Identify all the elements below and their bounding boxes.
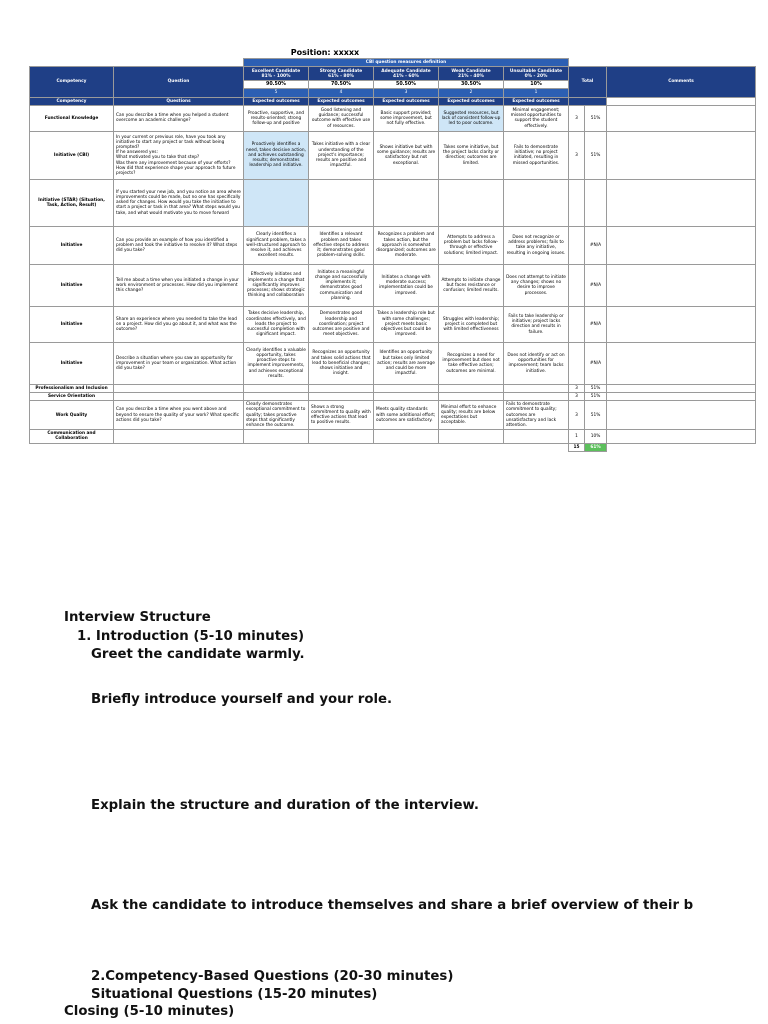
- answer-cell: Effectively initiates and implements a change that significantly improves processes; shows strategic thinking and collaboration: [244, 264, 309, 306]
- answer-cell-selected: [244, 179, 309, 226]
- table-row: [30, 105, 756, 131]
- competency-cell: Initiative: [30, 264, 114, 306]
- answer-cell: Recognizes a problem and takes action, but the approach is somewhat disorganized; outcomes are moderate.: [374, 226, 439, 264]
- answer-cell: Attempts to initiate change but faces resistance or confusion; limited results.: [439, 264, 504, 306]
- expected-outcomes-label: Expected outcomes: [504, 97, 569, 105]
- table-row: [30, 401, 756, 430]
- competency-cell: Functional Knowledge: [30, 105, 114, 131]
- outline-item-competency: 2.Competency-Based Questions (20-30 minutes): [91, 969, 454, 984]
- competency-cell: Initiative: [30, 342, 114, 384]
- answer-cell: Shows a strong commitment to quality with effective actions that lead to positive results.: [309, 401, 374, 430]
- score-cell: [569, 179, 585, 226]
- question-cell: Can you describe a time when you went above and beyond to ensure the quality of your work? What specific actions did you take?: [114, 401, 244, 430]
- level-range: 0% - 20%: [524, 73, 548, 79]
- answer-cell: Does not identify or act on opportunities for improvement; team lacks initiative.: [504, 342, 569, 384]
- level-percent: 10%: [504, 81, 569, 89]
- question-cell: Can you provide an example of how you identified a problem and took the initiative to resolve it? What steps did you take?: [114, 226, 244, 264]
- percent-cell: #N/A: [585, 226, 607, 264]
- question-cell: Share an experience where you needed to take the lead on a project. How did you go about it, and what was the outcome?: [114, 306, 244, 342]
- total-score: 15: [569, 443, 585, 451]
- answer-cell: Demonstrates good leadership and coordination; project outcomes are positive and meet objectives.: [309, 306, 374, 342]
- level-range: 21% - 40%: [458, 73, 484, 79]
- answer-cell: Fails to demonstrate commitment to quality; outcomes are unsatisfactory and lack attention.: [504, 401, 569, 430]
- level-range: 41% - 60%: [393, 73, 419, 79]
- comment-cell[interactable]: [607, 342, 756, 384]
- expected-outcomes-label: Expected outcomes: [374, 97, 439, 105]
- question-cell: Tell me about a time when you initiated a change in your work environment or processes. How did you implement this change?: [114, 264, 244, 306]
- question-cell: Can you describe a time when you helped a student overcome an academic challenge?: [114, 105, 244, 131]
- level-range: 61% - 80%: [328, 73, 354, 79]
- percent-cell: 51%: [585, 384, 607, 392]
- level-score: 5: [244, 89, 309, 97]
- comment-cell[interactable]: [607, 393, 756, 401]
- competency-cell: Initiative: [30, 306, 114, 342]
- table-row: [30, 306, 756, 342]
- answer-cell: [439, 179, 504, 226]
- answer-cell: Takes a leadership role but with some challenges; project meets basic objectives but could be improved.: [374, 306, 439, 342]
- outline-line: Closing (5-10 minutes): [64, 1004, 235, 1019]
- comment-cell[interactable]: [607, 401, 756, 430]
- subheader-questions: Questions: [114, 97, 244, 105]
- answer-cell: Clearly demonstrates exceptional commitment to quality; takes proactive steps that significantly enhance the outcome.: [244, 401, 309, 430]
- comment-cell[interactable]: [607, 131, 756, 179]
- percent-cell: #N/A: [585, 306, 607, 342]
- header-competency: Competency: [30, 67, 114, 97]
- table-row: [30, 226, 756, 264]
- table-row: [30, 179, 756, 226]
- level-name: Unsuitable Candidate: [509, 68, 563, 74]
- comment-cell[interactable]: [607, 179, 756, 226]
- outline-line: Ask the candidate to introduce themselves and share a brief overview of their b: [91, 898, 694, 913]
- answer-cell: Basic support provided; some improvement, but not fully effective.: [374, 105, 439, 131]
- answer-cell: [374, 179, 439, 226]
- outline-line: Greet the candidate warmly.: [91, 647, 305, 662]
- answer-cell: Fails to demonstrate initiative; no project initiated, resulting in missed opportunities.: [504, 131, 569, 179]
- question-cell: In your current or previous role, have you took any initiative to start any project or task without being prompted? If he answered yes: What motivated you to take that step? Was there any improvement because of your efforts? How did that experience shape your approach to future projects?: [114, 131, 244, 179]
- level-percent: 90.50%: [244, 81, 309, 89]
- answer-cell: Minimal effort to enhance quality; results are below expectations but acceptable.: [439, 401, 504, 430]
- outline-heading: Interview Structure: [64, 610, 211, 625]
- score-cell: 3: [569, 393, 585, 401]
- percent-cell: [585, 179, 607, 226]
- table-row: [30, 264, 756, 306]
- level-name: Weak Candidate: [451, 68, 491, 74]
- competency-cell: Communication and Collaboration: [30, 430, 114, 443]
- answer-cell: Proactive, supportive, and results-oriented; strong follow-up and positive: [244, 105, 309, 131]
- answer-cell: Identifies an opportunity but takes only limited action; results are average and could be more impactful.: [374, 342, 439, 384]
- comment-cell[interactable]: [607, 306, 756, 342]
- competency-cell: Initiative (STAR) (Situation, Task, Action, Result): [30, 179, 114, 226]
- answer-cell: Recognizes a need for improvement but does not take effective action; outcomes are minimal.: [439, 342, 504, 384]
- level-strong-head: [309, 67, 374, 81]
- level-percent: 70.50%: [309, 81, 374, 89]
- comment-cell[interactable]: [607, 430, 756, 443]
- score-cell: 3: [569, 105, 585, 131]
- answer-cell: Good listening and guidance; successful outcome with effective use of resources.: [309, 105, 374, 131]
- answer-cell: Struggles with leadership; project is completed but with limited effectiveness: [439, 306, 504, 342]
- competency-cell: Initiative: [30, 226, 114, 264]
- score-cell: 3: [569, 401, 585, 430]
- outline-item-introduction: 1. Introduction (5-10 minutes): [77, 629, 305, 644]
- answer-cell: Initiates a meaningful change and successfully implements it; demonstrates good communication and planning.: [309, 264, 374, 306]
- answer-cell-selected: Proactively identifies a need, takes decisive action, and achieves outstanding results; demonstrates leadership and initiative.: [244, 131, 309, 179]
- level-unsuitable-head: [504, 67, 569, 81]
- position-title: Position: xxxxx: [290, 48, 360, 57]
- level-name: Excellent Candidate: [251, 68, 301, 74]
- level-score: 1: [504, 89, 569, 97]
- level-range: 81% - 100%: [261, 73, 291, 79]
- answer-cell: Meets quality standards with some additional effort; outcomes are satisfactory.: [374, 401, 439, 430]
- table-row: [30, 430, 756, 443]
- answer-cell: Fails to take leadership or initiative; project lacks direction and results in failure.: [504, 306, 569, 342]
- score-cell: [569, 306, 585, 342]
- expected-outcomes-label: Expected outcomes: [244, 97, 309, 105]
- table-row: [30, 342, 756, 384]
- comment-cell[interactable]: [607, 264, 756, 306]
- level-score: 4: [309, 89, 374, 97]
- score-cell: [569, 226, 585, 264]
- answer-cell: Does not attempt to initiate any changes; shows no desire to improve processes.: [504, 264, 569, 306]
- cbi-title-cell: CBI question measures definition: [244, 59, 569, 67]
- competency-cell: Professionalism and Inclusion: [30, 384, 114, 392]
- level-excellent-head: [244, 67, 309, 81]
- level-name: Adequate Candidate: [381, 68, 431, 74]
- percent-cell: 10%: [585, 430, 607, 443]
- competency-cell: Service Orientation: [30, 393, 114, 401]
- header-question: Question: [114, 67, 244, 97]
- percent-cell: 51%: [585, 105, 607, 131]
- score-cell: [569, 342, 585, 384]
- answer-cell: Does not recognize or address problems; fails to take any initiative, resulting in ongoing issues.: [504, 226, 569, 264]
- question-cell: If you started your new job, and you notice an area where improvements could be made, but no one has specifically asked for changes. How would you take the initiative to start a project or task in that area? What steps would you take, and what would motivate you to move forward: [114, 179, 244, 226]
- totals-row: [30, 443, 756, 451]
- answer-cell: Takes initiative with a clear understanding of the project's importance; results are positive and impactful.: [309, 131, 374, 179]
- answer-cell: Recognizes an opportunity and takes solid actions that lead to beneficial changes; shows initiative and insight.: [309, 342, 374, 384]
- score-cell: [569, 264, 585, 306]
- percent-cell: 51%: [585, 393, 607, 401]
- table-row: [30, 393, 756, 401]
- header-total: Total: [569, 67, 607, 97]
- subheader-competency: Competency: [30, 97, 114, 105]
- header-comments: Comments: [607, 67, 756, 97]
- level-adequate-head: [374, 67, 439, 81]
- level-percent: 30.50%: [439, 81, 504, 89]
- expected-outcomes-label: Expected outcomes: [309, 97, 374, 105]
- answer-cell: Takes decisive leadership, coordinates effectively, and leads the project to successful completion with significant impact.: [244, 306, 309, 342]
- level-name: Strong Candidate: [319, 68, 363, 74]
- score-cell: 1: [569, 430, 585, 443]
- competency-rubric-table: [29, 58, 756, 452]
- comment-cell[interactable]: [607, 226, 756, 264]
- competency-cell: Initiative (CBI): [30, 131, 114, 179]
- comment-cell[interactable]: [607, 105, 756, 131]
- expected-outcomes-label: Expected outcomes: [439, 97, 504, 105]
- total-percent: 61%: [585, 443, 607, 451]
- percent-cell: 51%: [585, 401, 607, 430]
- percent-cell: 51%: [585, 131, 607, 179]
- answer-cell: Identifies a relevant problem and takes effective steps to address it; demonstrates good problem-solving skills.: [309, 226, 374, 264]
- level-percent: 50.50%: [374, 81, 439, 89]
- score-cell: 3: [569, 384, 585, 392]
- outline-line: Situational Questions (15-20 minutes): [91, 987, 378, 1002]
- answer-cell: Initiates a change with moderate success; implementation could be improved.: [374, 264, 439, 306]
- answer-cell-selected: Suggested resources, but lack of consistent follow-up led to poor outcome.: [439, 105, 504, 131]
- answer-cell: [309, 179, 374, 226]
- percent-cell: #N/A: [585, 342, 607, 384]
- score-cell: 3: [569, 131, 585, 179]
- level-score: 2: [439, 89, 504, 97]
- question-cell: Describe a situation where you saw an opportunity for improvement in your team or organization. What action did you take?: [114, 342, 244, 384]
- outline-line: Explain the structure and duration of the interview.: [91, 798, 479, 813]
- answer-cell: Clearly identifies a significant problem, takes a well-structured approach to resolve it, and achieves excellent results.: [244, 226, 309, 264]
- answer-cell: Clearly identifies a valuable opportunity, takes proactive steps to implement improvements, and achieves exceptional results.: [244, 342, 309, 384]
- level-weak-head: [439, 67, 504, 81]
- percent-cell: #N/A: [585, 264, 607, 306]
- outline-line: Briefly introduce yourself and your role.: [91, 692, 393, 707]
- competency-cell: Work Quality: [30, 401, 114, 430]
- level-score: 3: [374, 89, 439, 97]
- comment-cell[interactable]: [607, 384, 756, 392]
- answer-cell: Attempts to address a problem but lacks follow-through or effective solutions; limited impact.: [439, 226, 504, 264]
- answer-cell: Takes some initiative, but the project lacks clarity or direction; outcomes are limited.: [439, 131, 504, 179]
- table-row: [30, 131, 756, 179]
- answer-cell: Minimal engagement; missed opportunities to support the student effectively.: [504, 105, 569, 131]
- answer-cell: Shows initiative but with some guidance; results are satisfactory but not exceptional.: [374, 131, 439, 179]
- table-row: [30, 384, 756, 392]
- answer-cell: [504, 179, 569, 226]
